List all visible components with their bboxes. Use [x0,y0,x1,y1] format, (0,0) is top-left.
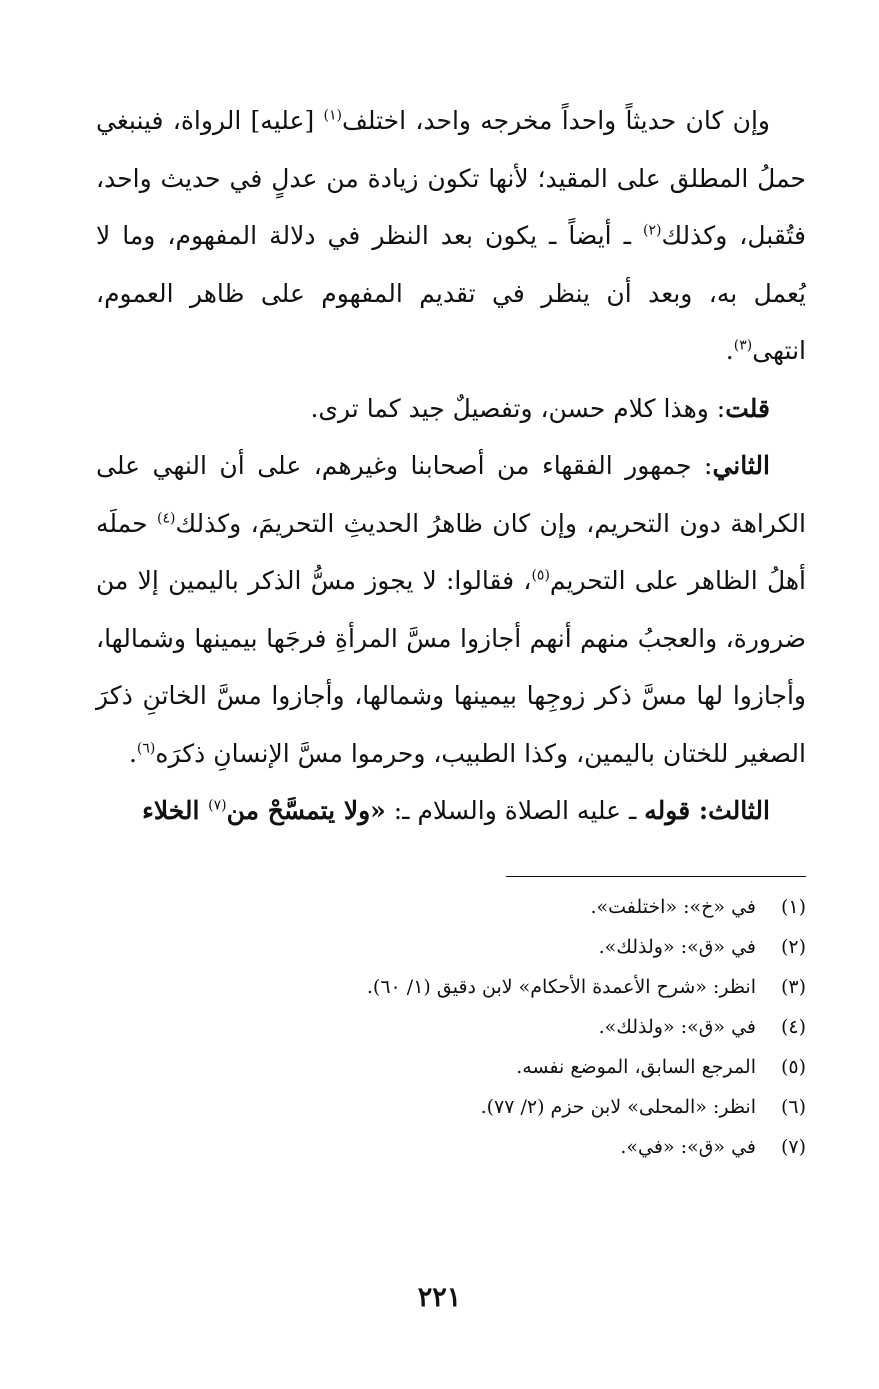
footnote-2 [96,927,806,967]
text-run: ، فقالوا: لا يجوز مسُّ الذكر باليمين إلا من ضرورة، والعجبُ منهم أنهم أجازوا مسَّ المرأةِ فرجَها بيمينها وشمالها، وأجازوا لها مسَّ ذكر زوجِها بيمينها وشمالها، وأجازوا مسَّ الخاتنِ ذكرَ الصغير للختان باليمين، وكذا الطبيب، وحرموا مسَّ الإنسانِ ذكرَه [96,566,806,768]
footnote-text: في «ق»: «في». [620,1135,756,1158]
paragraph-1 [96,92,806,380]
footnote-number: (٢) [780,935,806,958]
book-page [96,92,806,1372]
footnote-4 [96,1007,806,1047]
text-run: ـ عليه الصلاة والسلام ـ: [385,796,645,825]
footnote-text: في «ق»: «ولذلك». [598,935,756,958]
paragraph-lead: الثاني [712,451,770,480]
footnote-number: (١) [780,895,806,918]
footnote-5 [96,1047,806,1087]
footnote-3 [96,967,806,1007]
footnote-number: (٤) [780,1015,806,1038]
footnote-text: المرجع السابق، الموضع نفسه. [516,1055,756,1078]
text-run: : جمهور الفقهاء من أصحابنا وغيرهم، على أن النهي على الكراهة دون التحريم، وإن كان ظاهرُ الحديثِ التحريمَ، وكذلك [96,451,806,538]
paragraph-2 [96,380,806,438]
footnote-text: في «ق»: «ولذلك». [598,1015,756,1038]
footnote-text: انظر: «المحلى» لابن حزم (٢/ ٧٧). [480,1095,756,1118]
paragraph-3 [96,437,806,782]
paragraph-lead: الثالث: قوله [644,796,770,825]
footnote-marker-2: (٢) [643,222,662,239]
paragraph-lead: قلت [725,393,770,423]
text-run: : وهذا كلام حسن، وتفصيلٌ جيد كما ترى. [310,393,726,423]
footnote-number: (٣) [780,975,806,998]
footnote-number: (٥) [780,1055,806,1078]
footnote-text: انظر: «شرح الأعمدة الأحكام» لابن دقيق (١/ ٦٠). [366,975,756,998]
text-run: حملَه أهلُ الظاهر على التحريم [96,508,807,595]
footnote-6 [96,1087,806,1127]
text-run: . [725,336,734,365]
hadith-quote-tail: الخلاء [142,796,209,825]
footnote-7 [96,1127,806,1167]
footnote-marker-1: (١) [323,107,342,124]
footnote-marker-7: (٧) [208,797,227,814]
footnote-marker-4: (٤) [156,510,176,527]
text-run: وإن كان حديثاً واحداً مخرجه واحد، اختلف [341,106,770,135]
page-number: ٢٢١ [417,1282,462,1313]
footnote-marker-5: (٥) [531,567,550,584]
text-run: ـ أيضاً ـ يكون بعد النظر في دلالة المفهوم، وما لا يُعمل به، وبعد أن ينظر في تقديم المفهوم على ظاهر العموم، انتهى [96,221,806,365]
paragraph-4 [96,782,806,840]
footnote-number: (٧) [780,1135,806,1158]
footnote-marker-3: (٣) [733,337,753,354]
footnote-1 [96,887,806,927]
text-run: . [128,738,137,768]
footnotes-list [96,887,806,1167]
hadith-quote: «ولا يتمسَّحْ من [226,796,386,825]
main-text [96,92,806,840]
footnote-divider [506,876,806,877]
footnote-number: (٦) [780,1095,806,1118]
footnote-marker-6: (٦) [136,740,156,757]
footnote-text: في «خ»: «اختلفت». [590,895,756,918]
text-run: [عليه] الرواة، فينبغي حملُ المطلق على المقيد؛ لأنها تكون زيادة من عدلٍ في حديث واحد، فتُقبل، وكذلك [96,106,806,250]
